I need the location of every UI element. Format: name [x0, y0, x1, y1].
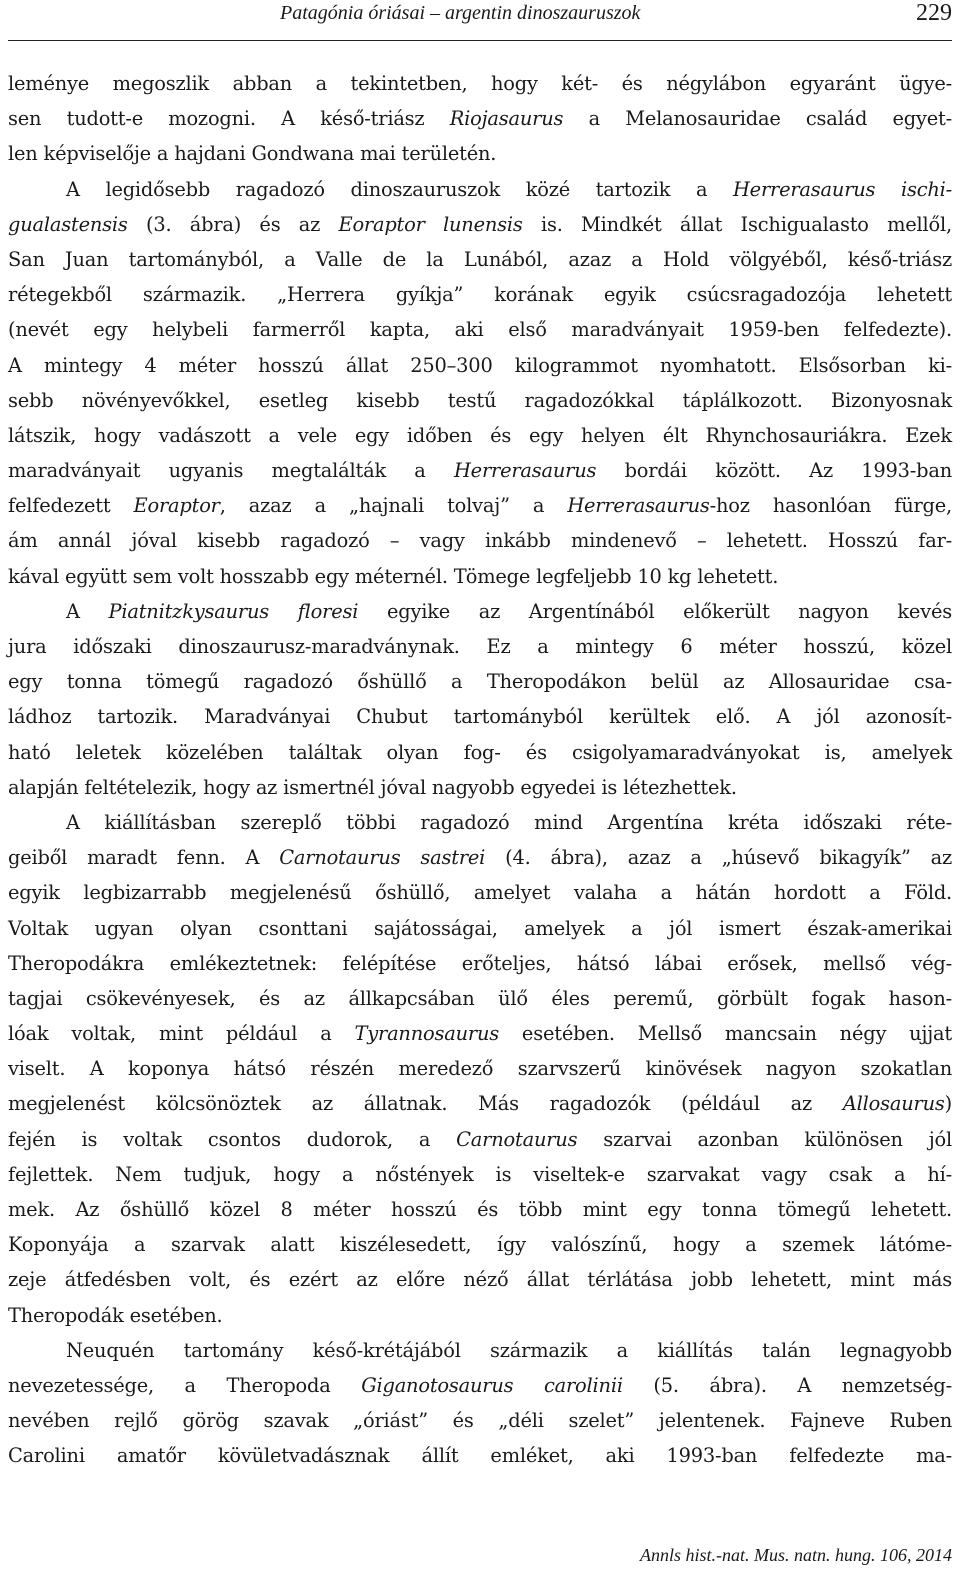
italic-text: Eoraptor lunensis	[338, 212, 523, 236]
text-line	[8, 101, 952, 136]
italic-text: Giganotosaurus carolinii	[361, 1373, 623, 1397]
body-text	[8, 66, 952, 1474]
text-line	[8, 699, 952, 734]
text-segment: rétegekből származik. „Herrera gyíkja” korának egyik csúcsragadozója lehetett	[8, 283, 952, 307]
text-line	[8, 312, 952, 347]
text-segment: (5. ábra). A nemzetség-	[622, 1373, 952, 1397]
italic-text: Allosaurus	[842, 1092, 945, 1116]
text-line	[8, 911, 952, 946]
text-segment: sen tudott-e mozogni. A késő-triász	[8, 107, 450, 131]
italic-text: Carnotaurus sastrei	[279, 846, 486, 870]
text-line	[8, 136, 952, 171]
text-line	[8, 770, 952, 805]
text-segment: leménye megoszlik abban a tekintetben, hogy két- és négylábon egyaránt ügye-	[8, 72, 952, 95]
text-segment: a Melanosauridae család egyet-	[563, 107, 952, 131]
text-segment: )	[944, 1092, 952, 1116]
text-line	[8, 1262, 952, 1297]
text-segment: esetében. Mellső mancsain négy ujjat	[499, 1022, 953, 1046]
text-segment: -hoz hasonlóan fürge,	[709, 494, 953, 518]
text-line	[8, 1333, 952, 1368]
italic-text: Herrerasaurus	[567, 494, 710, 518]
text-segment: Neuquén tartomány késő-krétájából származik a kiállítás talán legnagyobb	[66, 1338, 952, 1362]
italic-text: Herrerasaurus ischi-	[732, 177, 953, 201]
text-segment: A mintegy 4 méter hosszú állat 250–300 kilogrammot nyomhatott. Elsősorban ki-	[8, 353, 952, 377]
text-segment: , azaz a „hajnali tolvaj” a	[219, 494, 568, 518]
text-segment: egyik legbizarrabb megjelenésű őshüllő, amelyet valaha a hátán hordott a Föld.	[8, 881, 952, 905]
text-line	[8, 1368, 952, 1403]
italic-text: Eoraptor	[133, 494, 220, 518]
text-segment: viselt. A koponya hátsó részén meredező szarvszerű kinövések nagyon szokatlan	[8, 1057, 952, 1081]
text-segment: ládhoz tartozik. Maradványai Chubut tartományból kerültek elő. A jól azonosít-	[8, 705, 952, 729]
text-segment: ható leletek közelében találtak olyan fog- és csigolyamaradványokat is, amelyek	[8, 740, 952, 764]
text-line	[8, 348, 952, 383]
text-segment: lóak voltak, mint például a	[8, 1022, 355, 1046]
text-line	[8, 488, 952, 523]
text-line	[8, 383, 952, 418]
text-line	[8, 664, 952, 699]
text-segment: Voltak ugyan olyan csonttani sajátosságai, amelyek a jól ismert észak-amerikai	[8, 916, 952, 940]
page-number: 229	[916, 0, 952, 26]
text-line	[8, 523, 952, 558]
text-segment: Theropodákra emlékeztetnek: felépítése erőteljes, hátsó lábai erősek, mellső vég-	[8, 951, 952, 975]
text-segment: látszik, hogy vadászott a vele egy időben és egy helyen élt Rhynchosauriákra. Ezek	[8, 423, 952, 447]
text-segment: San Juan tartományból, a Valle de la Lunából, azaz a Hold völgyéből, késő-triász	[8, 247, 952, 271]
text-line	[8, 805, 952, 840]
text-segment: bordái között. Az 1993-ban	[596, 459, 952, 483]
text-line	[8, 418, 952, 453]
text-segment: ám annál jóval kisebb ragadozó – vagy inkább mindenevő – lehetett. Hosszú far-	[8, 529, 952, 553]
text-line	[8, 1298, 952, 1333]
text-line	[8, 242, 952, 277]
text-line	[8, 981, 952, 1016]
text-line	[8, 1051, 952, 1086]
text-line	[8, 559, 952, 594]
text-segment: alapján feltételezik, hogy az ismertnél jóval nagyobb egyedei is létezhettek.	[8, 775, 737, 799]
text-segment: A kiállításban szereplő többi ragadozó mind Argentína kréta időszaki réte-	[66, 810, 952, 834]
text-segment: mek. Az őshüllő közel 8 méter hosszú és több mint egy tonna tömegű lehetett.	[8, 1198, 952, 1221]
text-segment: nevében rejlő görög szavak „óriást” és „déli szelet” jelentenek. Fajneve Ruben	[8, 1409, 952, 1433]
text-line	[8, 594, 952, 629]
text-segment: megjelenést kölcsönöztek az állatnak. Más ragadozók (például az	[8, 1092, 843, 1116]
text-line	[8, 1438, 952, 1473]
text-line	[8, 66, 952, 101]
text-line	[8, 875, 952, 910]
text-segment: A	[66, 599, 109, 623]
text-line	[8, 840, 952, 875]
italic-text: gualastensis	[8, 212, 128, 236]
italic-text: Piatnitzkysaurus floresi	[108, 599, 359, 623]
text-segment: fejlettek. Nem tudjuk, hogy a nőstények is viseltek-e szarvakat vagy csak a hí-	[8, 1162, 952, 1186]
text-line	[8, 172, 952, 207]
text-segment: jura időszaki dinoszaurusz-maradványnak. Ez a mintegy 6 méter hosszú, közel	[8, 635, 952, 658]
text-segment: sebb növényevőkkel, esetleg kisebb testű ragadozókkal táplálkozott. Bizonyosnak	[8, 388, 952, 412]
text-line	[8, 946, 952, 981]
text-segment: (4. ábra), azaz a „húsevő bikagyík” az	[485, 846, 952, 870]
text-line	[8, 277, 952, 312]
italic-text: Tyrannosaurus	[354, 1022, 499, 1046]
text-segment: A legidősebb ragadozó dinoszauruszok közé tartozik a	[66, 177, 733, 201]
text-line	[8, 207, 952, 242]
text-segment: felfedezett	[8, 494, 134, 518]
text-segment: szarvai azonban különösen jól	[577, 1127, 952, 1151]
text-segment: (3. ábra) és az	[127, 212, 339, 236]
text-segment: Carolini amatőr kövületvadásznak állít emléket, aki 1993-ban felfedezte ma-	[8, 1444, 952, 1468]
running-title: Patagónia óriásai – argentin dinoszauruszok	[280, 2, 641, 24]
text-segment: geiből maradt fenn. A	[8, 846, 280, 870]
text-segment: is. Mindkét állat Ischigualasto mellől,	[522, 212, 952, 236]
text-segment: Theropodák esetében.	[8, 1303, 223, 1327]
text-segment: maradványait ugyanis megtalálták a	[8, 459, 454, 483]
running-header	[8, 0, 952, 41]
text-segment: nevezetessége, a Theropoda	[8, 1373, 362, 1397]
text-segment: tagjai csökevényesek, és az állkapcsában ülő éles peremű, görbült fogak hason-	[8, 986, 952, 1010]
text-segment: (nevét egy helybeli farmerről kapta, aki első maradványait 1959-ben felfedezte).	[8, 318, 952, 342]
text-segment: zeje átfedésben volt, és ezért az előre néző állat térlátása jobb lehetett, mint más	[8, 1268, 952, 1292]
footer-citation: Annls hist.-nat. Mus. natn. hung. 106, 2014	[639, 1545, 952, 1565]
text-line	[8, 1122, 952, 1157]
text-segment: Koponyája a szarvak alatt kiszélesedett, így valószínű, hogy a szemek látóme-	[8, 1233, 952, 1257]
text-segment: egyike az Argentínából előkerült nagyon kevés	[358, 599, 952, 623]
text-line	[8, 629, 952, 664]
text-segment: fején is voltak csontos dudorok, a	[8, 1127, 457, 1151]
text-segment: len képviselője a hajdani Gondwana mai területén.	[8, 142, 497, 166]
text-line	[8, 1157, 952, 1192]
text-line	[8, 1192, 952, 1227]
text-line	[8, 1403, 952, 1438]
italic-text: Herrerasaurus	[453, 459, 597, 483]
text-segment: egy tonna tömegű ragadozó őshüllő a Theropodákon belül az Allosauridae csa-	[8, 670, 952, 694]
text-line	[8, 1086, 952, 1121]
text-line	[8, 453, 952, 488]
italic-text: Riojasaurus	[449, 107, 564, 131]
text-line	[8, 1227, 952, 1262]
text-line	[8, 1016, 952, 1051]
text-line	[8, 735, 952, 770]
text-segment: kával együtt sem volt hosszabb egy méternél. Tömege legfeljebb 10 kg lehetett.	[8, 564, 779, 588]
italic-text: Carnotaurus	[456, 1127, 578, 1151]
